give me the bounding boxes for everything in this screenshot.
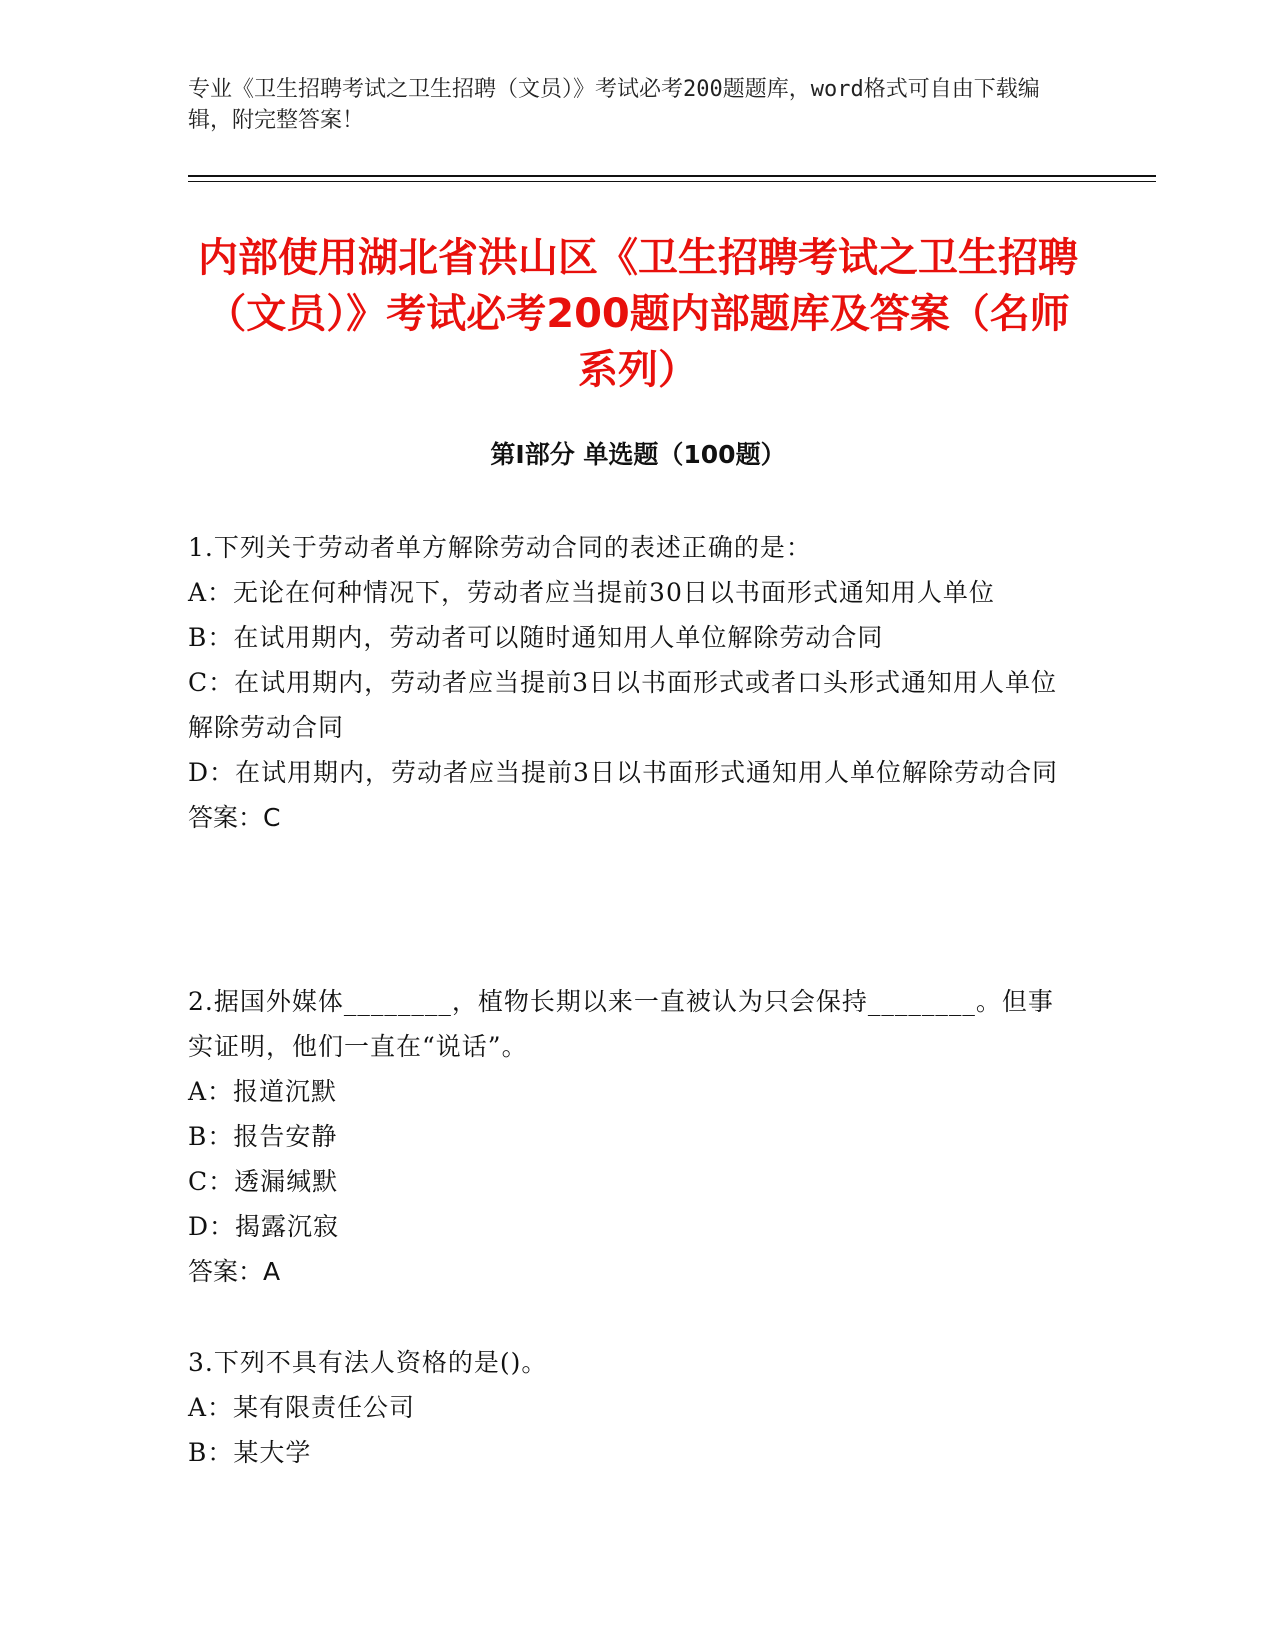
answer-line: 答案：C [188, 803, 281, 832]
option-d: D：在试用期内，劳动者应当提前3日以书面形式通知用人单位解除劳动合同 [188, 758, 1058, 787]
document-title: 内部使用湖北省洪山区《卫生招聘考试之卫生招聘（文员）》考试必考200题内部题库及答案（名师系列） [198, 235, 1078, 393]
section-heading: 第I部分 单选题（100题） [490, 440, 786, 469]
option-a: A：报道沉默 [188, 1077, 338, 1106]
question-2 [188, 979, 1068, 1294]
question-stem: 3.下列不具有法人资格的是()。 [188, 1348, 548, 1377]
option-a: A：无论在何种情况下，劳动者应当提前30日以书面形式通知用人单位 [188, 578, 995, 607]
option-d: D：揭露沉寂 [188, 1212, 340, 1241]
question-stem: 2.据国外媒体________，植物长期以来一直被认为只会保持________。但事实证明，他们一直在“说话”。 [188, 987, 1054, 1061]
option-c: C：在试用期内，劳动者应当提前3日以书面形式或者口头形式通知用人单位解除劳动合同 [188, 668, 1058, 742]
question-1 [188, 525, 1068, 840]
option-a: A：某有限责任公司 [188, 1393, 416, 1422]
option-b: B：某大学 [188, 1438, 312, 1467]
question-stem: 1.下列关于劳动者单方解除劳动合同的表述正确的是： [188, 533, 812, 562]
option-b: B：报告安静 [188, 1122, 338, 1151]
answer-line: 答案：A [188, 1257, 281, 1286]
option-b: B：在试用期内，劳动者可以随时通知用人单位解除劳动合同 [188, 623, 884, 652]
header-divider-thin [188, 181, 1156, 182]
option-c: C：透漏缄默 [188, 1167, 339, 1196]
question-3 [188, 1340, 1068, 1475]
header-divider [188, 175, 1156, 177]
header-note: 专业《卫生招聘考试之卫生招聘（文员）》考试必考200题题库，word格式可自由下载编辑，附完整答案！ [188, 77, 1040, 133]
